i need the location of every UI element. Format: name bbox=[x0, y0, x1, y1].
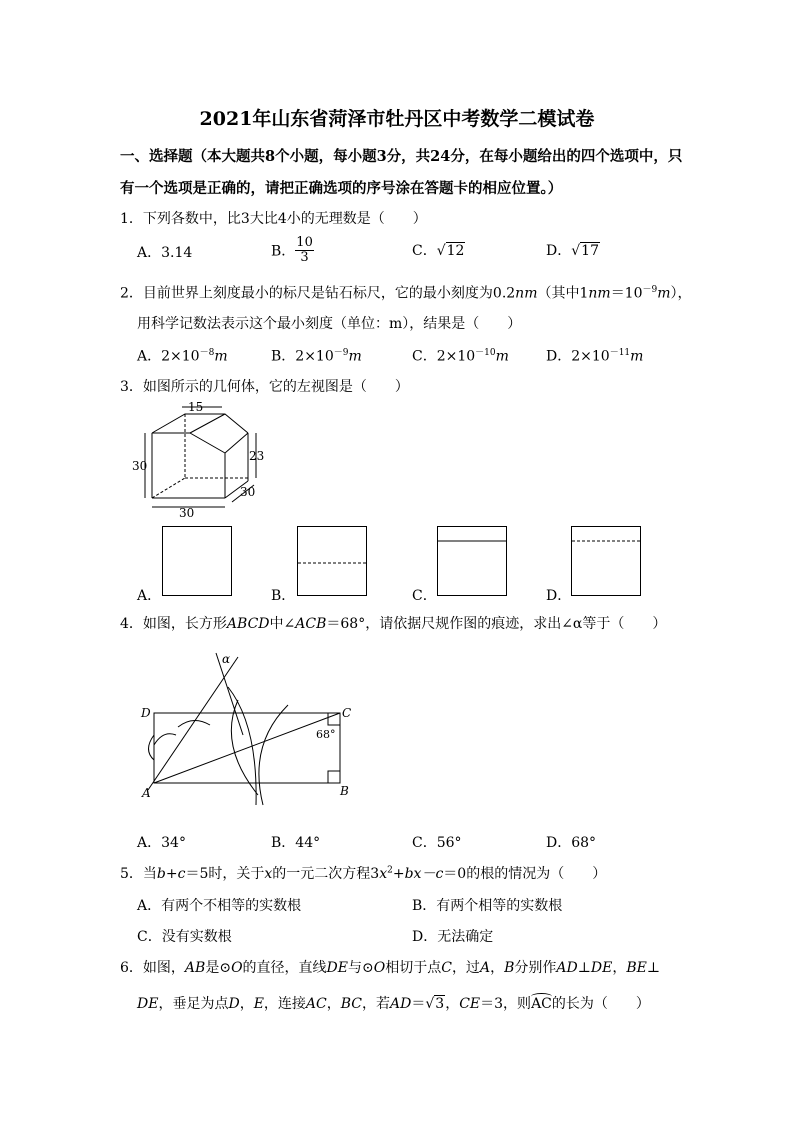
q5-option-c: C．没有实数根 bbox=[137, 929, 232, 945]
q3-option-a-figure bbox=[162, 526, 234, 598]
right-angle-b bbox=[328, 771, 340, 783]
arc-ac-symbol: AC bbox=[531, 996, 552, 1012]
dim-top-label: 15 bbox=[188, 400, 204, 414]
q2-option-a: A．$2\times 10^{-8}m$ bbox=[137, 348, 228, 365]
q4-option-b: B．44° bbox=[271, 835, 321, 851]
question-1-text: 1．下列各数中，比3大比4小的无理数是（ ） bbox=[120, 211, 427, 227]
question-3-text: 3．如图所示的几何体，它的左视图是（ ） bbox=[120, 379, 409, 395]
question-2-line2: 用科学记数法表示这个最小刻度（单位：m），结果是（ ） bbox=[137, 316, 522, 332]
q4-option-c: C．56° bbox=[412, 835, 462, 851]
dim-right-label: 23 bbox=[249, 449, 265, 463]
arc-large-3 bbox=[259, 705, 288, 805]
question-6-line2: DE，垂足为点D，E，连接AC，BC，若AD＝√3，CE＝3，则 AC的长为（ ） bbox=[137, 993, 650, 1013]
q1-option-c: C．√12 bbox=[412, 243, 465, 259]
sqrt: √17 bbox=[571, 243, 599, 259]
solid-top-right-edge bbox=[225, 433, 248, 453]
question-5-text: 5．当b+c＝5时，关于x的一元二次方程$3x^2+bx-c=0$的根的情况为（ ） bbox=[120, 865, 607, 882]
q5-option-a: A．有两个不相等的实数根 bbox=[137, 898, 302, 914]
q3-option-a-label: A． bbox=[137, 588, 162, 604]
vertex-d-label: D bbox=[141, 706, 151, 720]
dim-depth-label: 30 bbox=[240, 485, 256, 499]
solid-slope-edge bbox=[190, 433, 225, 453]
q3-option-c-figure bbox=[437, 526, 509, 598]
q5-option-d: D．无法确定 bbox=[412, 929, 494, 945]
vertex-c-label: C bbox=[342, 706, 352, 720]
q3-option-c-label: C． bbox=[412, 588, 437, 604]
arc-large-2 bbox=[231, 700, 258, 795]
fraction: $\frac{10}{3}$ bbox=[296, 235, 313, 265]
q1-option-a: A．3.14 bbox=[137, 245, 193, 261]
q2-option-c: C．$2\times 10^{-10}m$ bbox=[412, 348, 509, 365]
section-header-line1: 一、选择题（本大题共8个小题，每小题3分，共24分，在每小题给出的四个选项中，只 bbox=[120, 148, 683, 165]
question-2-line1: 2．目前世界上刻度最小的标尺是钻石标尺，它的最小刻度为0.2nm（其中$1nm=10^{-9}m$）， bbox=[120, 285, 692, 302]
q3-option-d-label: D． bbox=[546, 588, 572, 604]
q3-option-b-figure bbox=[297, 526, 369, 598]
question-6-line1: 6．如图，AB是⊙O的直径，直线DE与⊙O相切于点C，过A，B分别作AD⊥DE，BE⊥ bbox=[120, 960, 661, 976]
q1-option-d: D．√17 bbox=[546, 243, 599, 259]
q4-option-d: D．68° bbox=[546, 835, 597, 851]
dim-left-label: 30 bbox=[132, 459, 148, 473]
q3-solid-figure bbox=[130, 398, 280, 520]
angle-68-label: 68° bbox=[316, 728, 336, 741]
construction-line-1 bbox=[148, 657, 238, 790]
sqrt: √12 bbox=[436, 243, 465, 259]
page-title: 2021年山东省菏泽市牡丹区中考数学二模试卷 bbox=[199, 108, 595, 130]
vertex-a-label: A bbox=[142, 786, 151, 800]
arc-small-1 bbox=[154, 734, 176, 745]
q3-option-d-figure bbox=[571, 526, 643, 598]
section-header-line2: 有一个选项是正确的，请把正确选项的序号涂在答题卡的相应位置。） bbox=[120, 180, 563, 197]
q5-option-b: B．有两个相等的实数根 bbox=[412, 898, 563, 914]
dim-bottom-label: 30 bbox=[179, 506, 195, 520]
q3-option-b-label: B． bbox=[271, 588, 296, 604]
sqrt: √3 bbox=[425, 996, 445, 1012]
vertex-b-label: B bbox=[340, 784, 349, 798]
q2-option-d: D．$2\times 10^{-11}m$ bbox=[546, 348, 644, 365]
q1-option-b: B． $\frac{10}{3}$ bbox=[271, 235, 313, 265]
question-4-text: 4．如图，长方形ABCD中∠ACB＝68°，请依据尺规作图的痕迹，求出∠α等于（ ） bbox=[120, 616, 667, 632]
q2-option-b: B．$2\times 10^{-9}m$ bbox=[271, 348, 362, 365]
q4-option-a: A．34° bbox=[137, 835, 186, 851]
arc-left bbox=[149, 735, 155, 760]
alpha-label: α bbox=[222, 652, 231, 666]
solid-ridge bbox=[190, 414, 225, 433]
q4-construction-figure bbox=[138, 645, 368, 810]
solid-top-front-edge bbox=[152, 414, 248, 433]
solid-hidden-diag bbox=[152, 478, 185, 498]
